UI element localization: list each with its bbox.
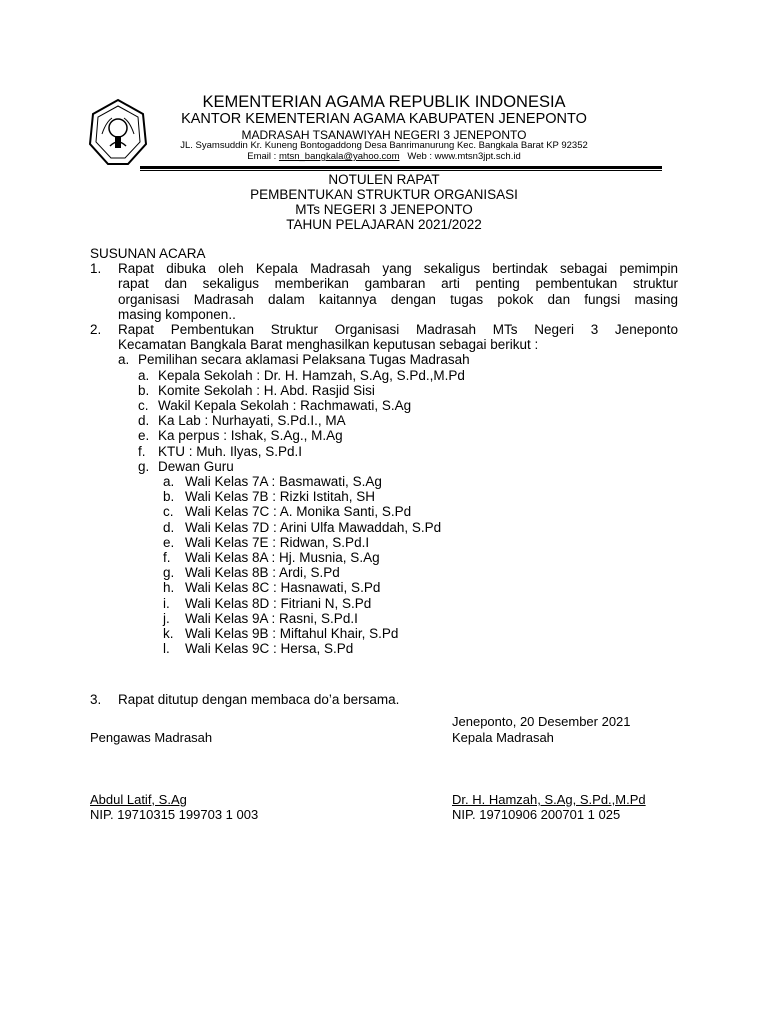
wali-kelas-list-item [90, 489, 678, 504]
ministry-name: KEMENTERIAN AGAMA REPUBLIK INDONESIA [202, 93, 566, 111]
officer-list-item [90, 413, 678, 428]
list-item-text: Wali Kelas 8B : Ardi, S.Pd [185, 565, 340, 581]
wali-kelas-list-item [90, 550, 678, 565]
item-number: 1. [90, 261, 102, 277]
list-item-text: Ka perpus : Ishak, S.Ag., M.Ag [158, 428, 343, 444]
wali-kelas-list-item [90, 474, 678, 489]
wali-kelas-list-item [90, 626, 678, 641]
left-signatory-nip: NIP. 19710315 199703 1 003 [90, 807, 259, 822]
list-marker: j. [163, 610, 170, 626]
paragraph-line: Rapat Pembentukan Struktur Organisasi Madrasah MTs Negeri 3 Jeneponto [118, 322, 678, 338]
list-marker: e. [138, 428, 150, 444]
letterhead-rule-thick [140, 166, 662, 169]
officer-list-item [90, 368, 678, 383]
school-name: MADRASAH TSANAWIYAH NEGERI 3 JENEPONTO [241, 128, 527, 142]
document-title [160, 172, 608, 232]
list-item-text: Ka Lab : Nurhayati, S.Pd.I., MA [158, 413, 346, 429]
list-item-text: Wali Kelas 7B : Rizki Istitah, SH [185, 489, 376, 505]
wali-kelas-list-item [90, 580, 678, 595]
wali-kelas-list-item [90, 611, 678, 626]
sub-item-a [90, 352, 678, 367]
right-signatory-nip: NIP. 19710906 200701 1 025 [452, 807, 621, 822]
wali-kelas-list-item [90, 504, 678, 519]
list-item-text: Dewan Guru [158, 458, 234, 474]
wali-kelas-list-item [90, 641, 678, 656]
email-label: Email : [247, 151, 279, 162]
wali-kelas-list [90, 474, 678, 656]
list-marker: g. [138, 458, 150, 474]
officers-list [90, 368, 678, 474]
list-item-text: Wali Kelas 9C : Hersa, S.Pd [185, 641, 354, 657]
right-signatory-name: Dr. H. Hamzah, S.Ag, S.Pd.,M.Pd [452, 792, 646, 807]
agenda-item-3 [90, 692, 678, 707]
list-item-text: Wali Kelas 8D : Fitriani N, S.Pd [185, 595, 372, 611]
website: Web : www.mtsn3jpt.sch.id [407, 151, 521, 162]
list-item-text: Wakil Kepala Sekolah : Rachmawati, S.Ag [158, 398, 412, 414]
list-marker: a. [163, 474, 175, 490]
list-marker: f. [163, 550, 171, 566]
paragraph-line: organisasi Madrasah dalam kaitannya dengan tugas pokok dan fungsi masing [118, 291, 678, 307]
list-item-text: Wali Kelas 7E : Ridwan, S.Pd.I [185, 534, 370, 550]
list-item-text: Kepala Sekolah : Dr. H. Hamzah, S.Ag, S.Pd.,M.Pd [158, 367, 465, 383]
list-marker: c. [138, 398, 149, 414]
letterhead-rule-thin [140, 170, 662, 171]
list-marker: a. [138, 367, 150, 383]
kemenag-logo-icon [88, 98, 148, 168]
list-marker: b. [138, 382, 150, 398]
left-signatory-name: Abdul Latif, S.Ag [90, 792, 187, 807]
list-marker: d. [138, 413, 150, 429]
officer-list-item [90, 444, 678, 459]
officer-list-item [90, 428, 678, 443]
list-marker: l. [163, 641, 170, 657]
list-marker: c. [163, 504, 174, 520]
agenda-item-1 [90, 261, 678, 322]
contact-line [140, 151, 628, 162]
paragraph-line: Rapat dibuka oleh Kepala Madrasah yang sekaligus bertindak sebagai pemimpin [118, 261, 678, 277]
officer-list-item [90, 459, 678, 474]
wali-kelas-list-item [90, 565, 678, 580]
sub-item-text: Pemilihan secara aklamasi Pelaksana Tugas Madrasah [138, 352, 470, 368]
wali-kelas-list-item [90, 520, 678, 535]
list-marker: f. [138, 443, 146, 459]
right-signatory-role: Kepala Madrasah [452, 730, 554, 745]
list-marker: b. [163, 489, 175, 505]
list-item-text: Wali Kelas 8A : Hj. Musnia, S.Ag [185, 550, 380, 566]
paragraph-line: rapat dan sekaligus memberikan gambaran arti penting pembentukan struktur [118, 276, 678, 292]
title-line-1: NOTULEN RAPAT [328, 172, 440, 187]
officer-list-item [90, 398, 678, 413]
school-address: JL. Syamsuddin Kr. Kuneng Bontogaddong Desa Banrimanurung Kec. Bangkala Barat KP 92352 [180, 140, 588, 151]
paragraph-line: masing komponen.. [118, 306, 236, 322]
list-item-text: Wali Kelas 7A : Basmawati, S.Ag [185, 474, 382, 490]
wali-kelas-list-item [90, 535, 678, 550]
list-marker: i. [163, 595, 170, 611]
agenda-item-2 [90, 322, 678, 352]
title-line-2: PEMBENTUKAN STRUKTUR ORGANISASI [250, 187, 518, 202]
place-date: Jeneponto, 20 Desember 2021 [452, 714, 631, 729]
list-marker: k. [163, 626, 174, 642]
sub-marker: a. [118, 352, 130, 368]
officer-list-item [90, 383, 678, 398]
left-signatory-role: Pengawas Madrasah [90, 730, 213, 745]
email-link[interactable]: mtsn_bangkala@yahoo.com [278, 151, 400, 162]
list-item-text: Wali Kelas 7C : A. Monika Santi, S.Pd [185, 504, 412, 520]
title-line-3: MTs NEGERI 3 JENEPONTO [295, 202, 473, 217]
title-line-4: TAHUN PELAJARAN 2021/2022 [286, 217, 482, 232]
list-marker: d. [163, 519, 175, 535]
list-item-text: Komite Sekolah : H. Abd. Rasjid Sisi [158, 382, 375, 398]
wali-kelas-list-item [90, 596, 678, 611]
agenda-body [90, 246, 678, 708]
agenda-heading: SUSUNAN ACARA [90, 246, 206, 261]
list-item-text: Wali Kelas 8C : Hasnawati, S.Pd [185, 580, 381, 596]
list-item-text: KTU : Muh. Ilyas, S.Pd.I [158, 443, 303, 459]
item-text: Rapat ditutup dengan membaca do’a bersama. [118, 692, 400, 708]
item-number: 2. [90, 322, 102, 338]
list-item-text: Wali Kelas 9B : Miftahul Khair, S.Pd [185, 626, 399, 642]
list-marker: g. [163, 565, 175, 581]
list-item-text: Wali Kelas 7D : Arini Ulfa Mawaddah, S.Pd [185, 519, 442, 535]
list-item-text: Wali Kelas 9A : Rasni, S.Pd.I [185, 610, 358, 626]
paragraph-line: Kecamatan Bangkala Barat menghasilkan keputusan sebagai berikut : [118, 337, 539, 353]
office-name: KANTOR KEMENTERIAN AGAMA KABUPATEN JENEPONTO [181, 111, 587, 127]
list-marker: e. [163, 534, 175, 550]
item-number: 3. [90, 692, 102, 708]
list-marker: h. [163, 580, 175, 596]
